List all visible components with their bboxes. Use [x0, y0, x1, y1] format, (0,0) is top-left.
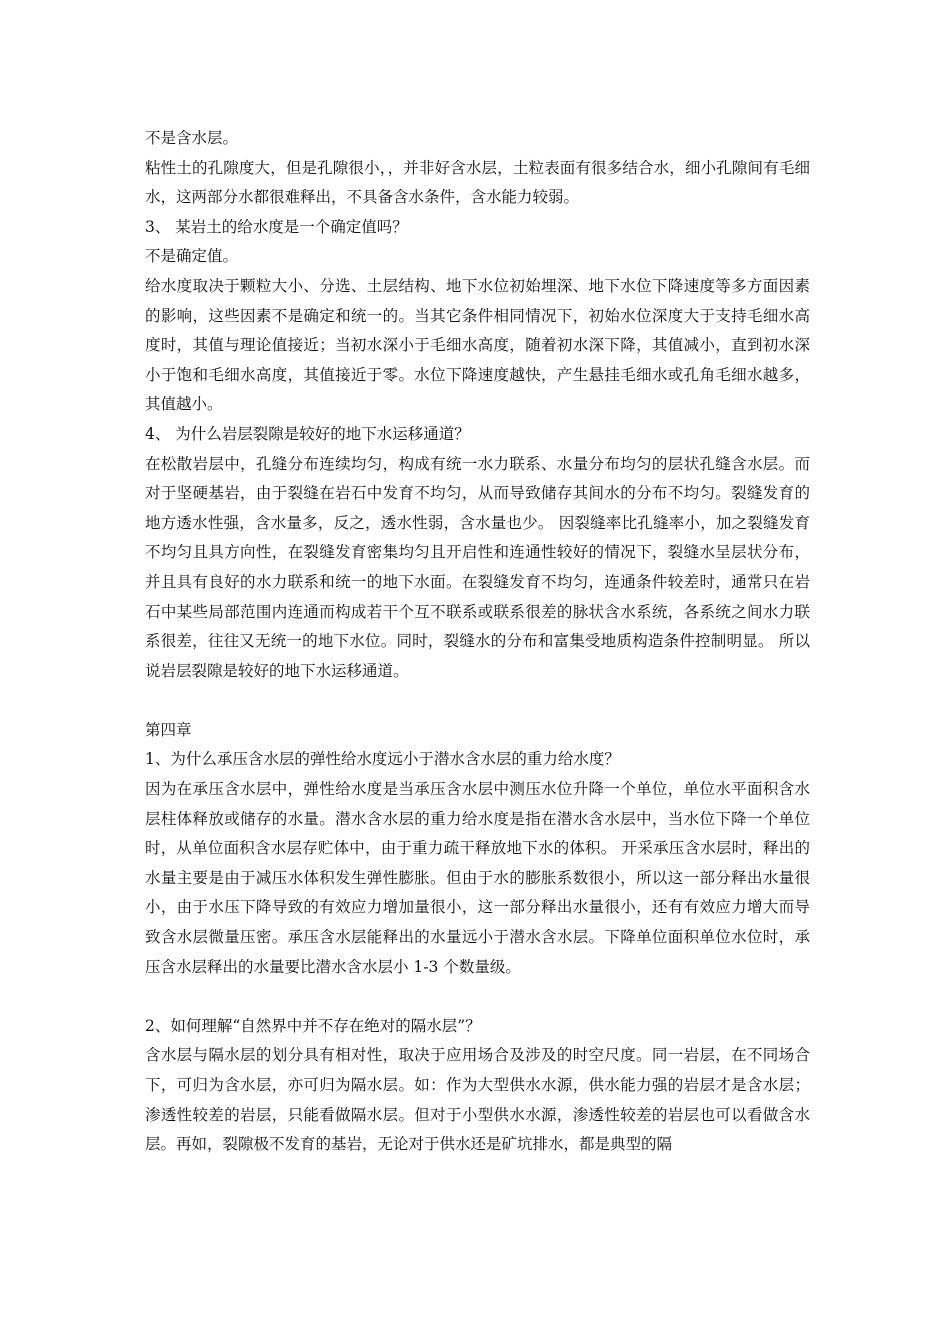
answer-3-detail: 给水度取决于颗粒大小、分选、土层结构、地下水位初始埋深、地下水位下降速度等多方面因素的影响，这些因素不是确定和统一的。当其它条件相同情况下，初始水位深度大于支持毛细水高度时，其值与理论值接近；当初水深小于毛细水高度，随着初水深下降，其值减小，直到初水深小于饱和毛细水高度，其值接近于零。水位下降速度越快，产生悬挂毛细水或孔角毛细水越多，其值越小。 — [145, 276, 810, 414]
chapter4-question-1: 1、为什么承压含水层的弹性给水度远小于潜水含水层的重力给水度？ — [145, 750, 620, 769]
question-4: 4、 为什么岩层裂隙是较好的地下水运移通道？ — [145, 424, 470, 443]
paragraph-not-aquifer: 不是含水层。 — [145, 129, 239, 147]
question-3: 3、 某岩土的给水度是一个确定值吗？ — [145, 217, 408, 236]
chapter4-question-2: 2、如何理解“自然界中并不存在绝对的隔水层”？ — [145, 1016, 481, 1035]
chapter4-answer-1: 因为在承压含水层中，弹性给水度是当承压含水层中测压水位升降一个单位，单位水平面积含水层柱体释放或储存的水量。潜水含水层的重力给水度是指在潜水含水层中，当水位下降一个单位时，从单位面积含水层存贮体中，由于重力疏干释放地下水的体积。 开采承压含水层时，释出的水量主要是由于减压水体积发生弹性膨胀。但由于水的膨胀系数很小，所以这一部分释出水量很小，由于水压下降导致的有效应力增加量很小，这一部分释出水量很小，还有有效应力增大而导致含水层微量压密。承压含水层能释出的水量远小于潜水含水层。下降单位面积单位水位时，承压含水层释出的水量要比潜水含水层小 1-3 个数量级。 — [145, 780, 810, 976]
blank-line — [145, 686, 810, 716]
chapter4-answer-2: 含水层与隔水层的划分具有相对性，取决于应用场合及涉及的时空尺度。同一岩层，在不同场合下，可归为含水层，亦可归为隔水层。如：作为大型供水水源，供水能力强的岩层才是含水层；渗透性较差的岩层，只能看做隔水层。但对于小型供水水源，渗透性较差的岩层也可以看做含水层。再如，裂隙极不发育的基岩，无论对于供水还是矿坑排水，都是典型的隔 — [145, 1046, 810, 1154]
answer-3-short: 不是确定值。 — [145, 247, 239, 266]
document-body — [145, 124, 810, 1160]
chapter-heading: 第四章 — [145, 720, 192, 739]
paragraph-clay-porosity: 粘性土的孔隙度大，但是孔隙很小，，并非好含水层，土粒表面有很多结合水，细小孔隙间有毛细水，这两部分水都很难释出，不具备含水条件，含水能力较弱。 — [145, 158, 810, 207]
blank-line — [145, 982, 810, 1012]
answer-4: 在松散岩层中，孔缝分布连续均匀，构成有统一水力联系、水量分布均匀的层状孔缝含水层。而对于坚硬基岩，由于裂缝在岩石中发育不均匀，从而导致储存其间水的分布不均匀。裂缝发育的地方透水性强，含水量多，反之，透水性弱，含水量也少。 因裂缝率比孔缝率小，加之裂缝发育不均匀且具方向性，在裂缝发育密集均匀且开启性和连通性较好的情况下，裂缝水呈层状分布，并且具有良好的水力联系和统一的地下水面。在裂缝发育不均匀，连通条件较差时，通常只在岩石中某些局部范围内连通而构成若干个互不联系或联系很差的脉状含水系统，各系统之间水力联系很差，往往又无统一的地下水位。同时，裂缝水的分布和富集受地质构造条件控制明显。 所以说岩层裂隙是较好的地下水运移通道。 — [145, 454, 810, 680]
